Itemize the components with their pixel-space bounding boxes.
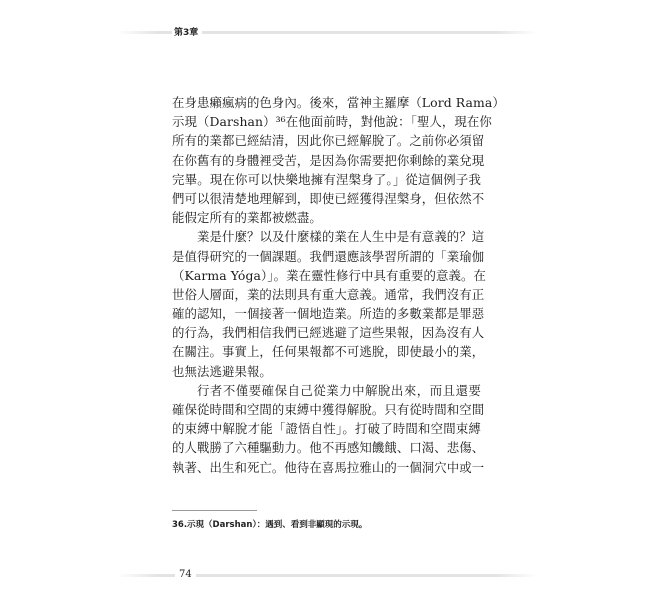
text-line: 完畢。現在你可以快樂地擁有涅槃身了。」從這個例子我 xyxy=(172,171,481,187)
body-text xyxy=(172,93,505,477)
text-line: （Karma Yóga）」。業在靈性修行中具有重要的意義。在 xyxy=(172,267,486,283)
text-line: 能假定所有的業都被燃盡。 xyxy=(172,210,322,226)
text-line: 在關注。事實上，任何果報都不可逃脫，即使最小的業， xyxy=(172,344,485,360)
text-line: 業是什麼？以及什麼樣的業在人生中是有意義的？這 xyxy=(197,229,485,245)
text-line: 在身患癩瘋病的色身內。後來，當神主羅摩（Lord Rama） xyxy=(172,95,505,110)
text-line: 執著、出生和死亡。他待在喜馬拉雅山的一個洞穴中或一 xyxy=(172,459,485,475)
text-line: 行者不僅要確保自己從業力中解脫出來，而且還要 xyxy=(197,382,481,398)
text-line: 確的認知，一個接著一個地造業。所造的多數業都是罪惡 xyxy=(172,306,485,322)
text-line: 也無法逃避果報。 xyxy=(172,363,272,379)
footnote: 36.示現（Darshan）：遇到、看到非顯現的示現。 xyxy=(172,520,368,530)
text-line: 示現（Darshan）³⁶在他面前時，對他說：「聖人，現在你 xyxy=(172,114,492,130)
text-line: 世俗人層面，業的法則具有重大意義。通常，我們沒有正 xyxy=(172,286,485,302)
text-line: 所有的業都已經結清，因此你已經解脫了。之前你必須留 xyxy=(172,133,485,149)
text-line: 們可以很清楚地理解到，即使已經獲得涅槃身，但依然不 xyxy=(172,190,485,206)
page-number: 74 xyxy=(175,569,196,580)
chapter-label: 第3章 xyxy=(172,25,202,38)
text-line: 的束縛中解脫才能「證悟自性」。打破了時間和空間束縛 xyxy=(172,421,481,437)
text-line: 是值得研究的一個課題。我們還應該學習所謂的「業瑜伽 xyxy=(172,248,485,264)
footnote-rule xyxy=(172,510,257,511)
text-line: 確保從時間和空間的束縛中獲得解脫。只有從時間和空間 xyxy=(172,402,485,417)
text-line: 在你舊有的身體裡受苦，是因為你需要把你剩餘的業兌現 xyxy=(172,152,485,168)
text-line: 的人戰勝了六種驅動力。他不再感知饑餓、口渴、悲傷、 xyxy=(172,440,485,456)
text-line: 的行為，我們相信我們已經逃避了這些果報，因為沒有人 xyxy=(172,325,485,341)
